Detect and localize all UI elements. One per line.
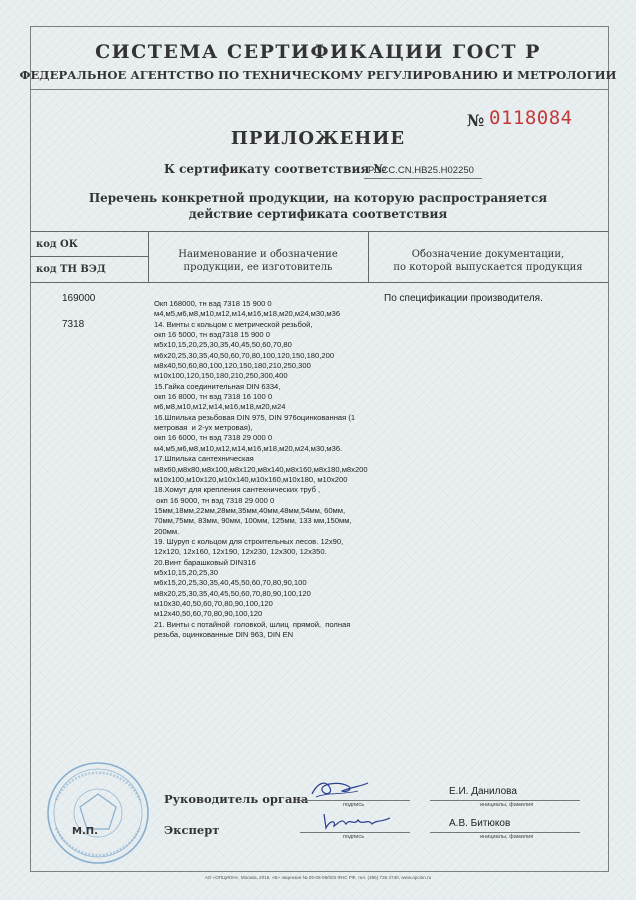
- product-list-line: резьба, оцинкованные DIN 963, DIN EN: [154, 630, 294, 639]
- column-divider-2: [368, 231, 369, 282]
- product-list-line: 15мм,18мм,22мм,28мм,35мм,40мм,48мм,54мм, 60мм,: [154, 505, 346, 515]
- product-list-line: м10х30,40,50,60,70,80,90,100,120: [154, 598, 273, 608]
- product-list-line: 18.Хомут для крепления сантехнических труб ,: [154, 485, 321, 495]
- certificate-label: К сертификату соответствия №: [164, 162, 387, 176]
- subtitle-line-2: действие сертификата соответствия: [188, 207, 448, 221]
- product-list-line: окп 16 5000, тн вэд7318 15 900 0: [154, 330, 270, 340]
- product-list-line: 15.Гайка соединительная DIN 6334,: [154, 381, 281, 391]
- document-title: ПРИЛОЖЕНИЕ: [230, 128, 406, 149]
- product-name-header: [150, 248, 366, 274]
- product-list-line: м5х10,15,20,25,30: [154, 567, 218, 577]
- code-ok-value: 169000: [62, 293, 96, 304]
- product-list: [154, 299, 376, 640]
- organization-stamp: [38, 760, 158, 866]
- expert-name: А.В. Битюков: [449, 818, 511, 829]
- product-list-line: 200мм.: [154, 526, 180, 536]
- product-list-line: Окп 168000, тн вэд 7318 15 900 0: [154, 299, 272, 308]
- product-header-line-1: Наименование и обозначение: [178, 249, 338, 260]
- product-list-subtitle: [0, 190, 636, 222]
- product-list-line: м12х40,50,60,70,80,90,100,120: [154, 609, 263, 619]
- product-list-line: м10х100,120,150,180,210,250,300,400: [154, 371, 288, 381]
- product-list-line: м10х100,м10х120,м10х140,м10х160,м10х180, м10х200: [154, 474, 348, 484]
- product-list-line: окп 16 9000, тн вэд 7318 29 000 0: [154, 495, 275, 505]
- product-list-line: 16.Шпилька резьбовая DIN 975, DIN 976оцинкованная (1: [154, 412, 356, 422]
- form-number-sign: №: [467, 111, 485, 130]
- product-list-line: 17.Шпилька сантехническая: [154, 454, 254, 464]
- product-list-line: м5х10,15,20,25,30,35,40,45,50,60,70,80: [154, 340, 292, 350]
- expert-name-line: [430, 832, 580, 833]
- product-list-line: м8х40,50,60,80,100,120,150,180,210,250,300: [154, 361, 311, 371]
- code-tnved-label: код ТН ВЭД: [36, 264, 106, 275]
- header-divider: [30, 89, 608, 90]
- product-list-line: окп 16 6000, тн вэд 7318 29 000 0: [154, 433, 273, 443]
- product-list-line: м8х20,25,30,35,40,45,50,60,70,80,90,100,120: [154, 588, 311, 598]
- product-list-line: м8х60,м8х80,м8х100,м8х120,м8х140,м8х160,м8х180,м8х200: [154, 464, 368, 474]
- product-list-line: 19. Шуруп с кольцом для строительных лесов. 12х90,: [154, 536, 344, 546]
- code-divider: [30, 256, 148, 257]
- expert-label: Эксперт: [164, 823, 220, 837]
- column-divider-1: [148, 231, 149, 282]
- form-number: 0118084: [489, 107, 573, 129]
- documentation-header: [370, 248, 606, 274]
- product-list-line: м6,м8,м10,м12,м14,м16,м18,м20,м24: [154, 402, 286, 412]
- printer-footer: АО «ОПЦИОН», Москва, 2015, «Б» лицензия № 05-05-09/003 ФНС РФ, тел. (495) 726 4740, www.opcion.ru: [204, 875, 432, 880]
- certificate-number-underline: [364, 178, 482, 179]
- expert-initials-caption: инициалы, фамилия: [480, 834, 534, 840]
- product-list-line: метровая и 2-ух метровая),: [154, 423, 253, 433]
- head-name-line: [430, 800, 580, 801]
- expert-signature-caption: подпись: [343, 834, 365, 840]
- code-ok-label: код ОК: [36, 239, 78, 250]
- head-signature-caption: подпись: [343, 802, 365, 808]
- head-signature-line: [300, 800, 410, 801]
- product-list-line: 70мм,75мм, 83мм, 90мм, 100мм, 125мм, 133 мм,150мм,: [154, 516, 352, 526]
- head-initials-caption: инициалы, фамилия: [480, 802, 534, 808]
- product-header-line-2: продукции, ее изготовитель: [183, 262, 333, 273]
- product-list-line: окп 16 8000, тн вэд 7318 16 100 0: [154, 392, 273, 402]
- documentation-header-line-2: по которой выпускается продукция: [393, 262, 583, 273]
- certificate-number: РОСС.CN.НВ25.Н02250: [368, 165, 474, 176]
- product-list-line: м6х15,20,25,30,35,40,45,50,60,70,80,90,100: [154, 578, 307, 588]
- code-tnved-value: 7318: [62, 319, 85, 330]
- documentation-header-line-1: Обозначение документации,: [411, 249, 565, 260]
- documentation-value: По спецификации производителя.: [384, 293, 543, 304]
- product-list-line: м4,м5,м6,м8,м10,м12,м14,м16,м18,м20,м24,м30,м36.: [154, 443, 343, 453]
- product-list-line: м4,м5,м6,м8,м10,м12,м14,м16,м18,м20,м24,м30,м36: [154, 309, 341, 319]
- stamp-placeholder-label: М.П.: [72, 826, 98, 837]
- product-list-line: м6х20,25,30,35,40,50,60,70,80,100,120,150,180,200: [154, 350, 335, 360]
- expert-signature-line: [300, 832, 410, 833]
- head-of-body-label: Руководитель органа: [164, 792, 309, 806]
- agency-title: ФЕДЕРАЛЬНОЕ АГЕНТСТВО ПО ТЕХНИЧЕСКОМУ РЕГУЛИРОВАНИЮ И МЕТРОЛОГИИ: [19, 68, 617, 82]
- head-handwritten-signature: [308, 778, 370, 800]
- system-title: СИСТЕМА СЕРТИФИКАЦИИ ГОСТ Р: [95, 41, 541, 63]
- expert-handwritten-signature: [320, 810, 394, 832]
- head-name: Е.И. Данилова: [449, 786, 517, 797]
- product-list-line: 20.Винт барашковый DIN316: [154, 557, 256, 567]
- product-list-line: 21. Винты с потайной головкой, шлиц прямой, полная: [154, 619, 351, 629]
- product-list-line: 14. Винты с кольцом с метрической резьбой,: [154, 319, 313, 329]
- subtitle-line-1: Перечень конкретной продукции, на которую распространяется: [88, 191, 548, 205]
- product-list-line: 12х120, 12х160, 12х190, 12х230, 12х300, 12х350.: [154, 547, 327, 557]
